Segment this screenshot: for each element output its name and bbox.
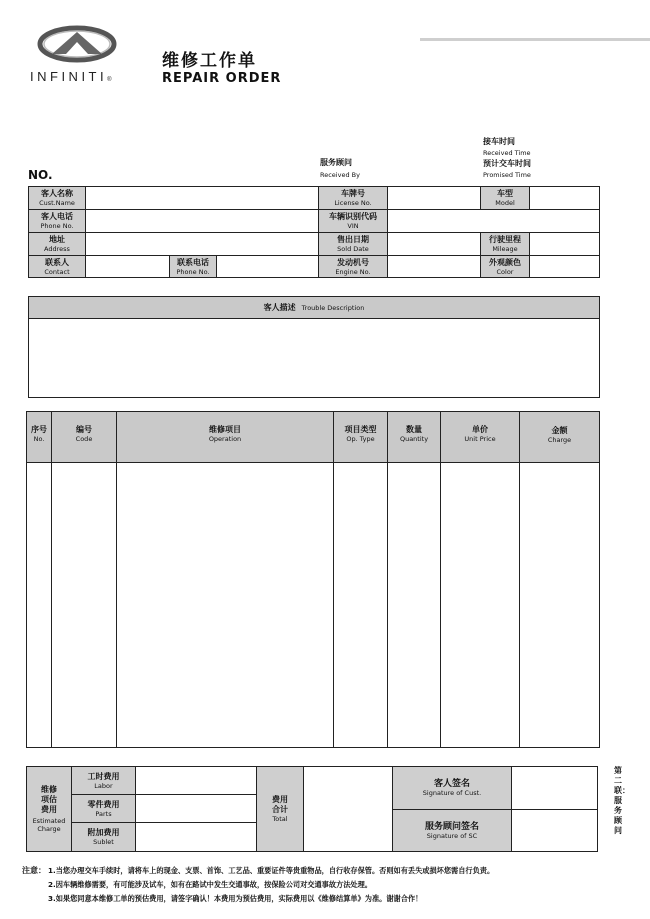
title-en: REPAIR ORDER — [162, 71, 282, 86]
engine-field[interactable] — [387, 256, 480, 277]
customer-info-table — [28, 186, 600, 278]
model-field[interactable] — [529, 187, 599, 209]
color-label: 外观颜色 Color — [480, 256, 530, 277]
col-header-no: 序号 No. — [31, 425, 47, 443]
cust-name-field[interactable] — [86, 187, 318, 209]
cust-name-label: 客人名称 Cust.Name — [29, 187, 86, 209]
trouble-description-field[interactable] — [29, 319, 599, 397]
trouble-description-header: 客人描述 Trouble Description — [29, 297, 599, 319]
sold-date-field[interactable] — [387, 233, 480, 255]
estimated-charge-label: 维修 项估 费用 Estimated Charge — [27, 767, 72, 851]
sc-signature-label: 服务顾问签名 Signature of SC — [393, 810, 512, 851]
note-item-3: 3.如果您同意本维修工单的预估费用，请签字确认！本费用为预估费用，实际费用以《维修结算单》为准。谢谢合作！ — [48, 894, 423, 903]
copy-designation: 第二联：服务顾问 — [614, 766, 630, 835]
cust-signature-label: 客人签名 Signature of Cust. — [393, 767, 512, 810]
col-header-quantity: 数量 Quantity — [399, 425, 429, 443]
trouble-description-box — [28, 296, 600, 398]
infiniti-logo — [30, 24, 130, 94]
phone-field[interactable] — [86, 210, 318, 232]
brand-name: INFINITI — [30, 69, 108, 84]
notes-prefix: 注意： — [22, 866, 46, 875]
col-header-unit-price: 单价 Unit Price — [464, 425, 496, 443]
operations-body[interactable] — [27, 463, 599, 747]
sublet-field[interactable] — [136, 823, 257, 851]
col-header-op-type: 项目类型 Op. Type — [344, 425, 377, 443]
vin-label: 车辆识别代码 VIN — [318, 210, 388, 232]
note-item-1: 1.当您办理交车手续时，请将车上的现金、支票、首饰、工艺品、重要证件等贵重物品，自行收存保管。否则如有丢失或损坏您需自行负责。 — [48, 866, 495, 875]
sublet-label: 附加费用 Sublet — [72, 823, 136, 851]
promised-time-en: Promised Time — [483, 171, 531, 179]
labor-field[interactable] — [136, 767, 257, 795]
license-field[interactable] — [387, 187, 480, 209]
parts-label: 零件费用 Parts — [72, 795, 136, 823]
no-label: NO. — [28, 168, 53, 182]
received-time-en: Received Time — [483, 149, 531, 157]
charges-box — [26, 766, 598, 852]
contact-phone-label: 联系电话 Phone No. — [169, 256, 217, 277]
parts-field[interactable] — [136, 795, 257, 823]
labor-label: 工时费用 Labor — [72, 767, 136, 795]
header-rule — [420, 38, 650, 41]
license-label: 车牌号 License No. — [318, 187, 388, 209]
received-time-zh: 接车时间 — [483, 137, 515, 146]
address-label: 地址 Address — [29, 233, 86, 255]
total-field[interactable] — [304, 767, 393, 851]
mileage-label: 行驶里程 Mileage — [480, 233, 530, 255]
sc-signature-field[interactable] — [512, 810, 597, 851]
col-header-operation: 维修项目 Operation — [208, 425, 242, 443]
operations-table — [26, 411, 600, 748]
contact-phone-field[interactable] — [216, 256, 318, 277]
mileage-field[interactable] — [529, 233, 599, 255]
cust-signature-field[interactable] — [512, 767, 597, 810]
received-by-zh: 服务顾问 — [320, 158, 352, 167]
note-item-2: 2.因车辆维修需要，有可能涉及试车，如有在路试中发生交通事故，按保险公司对交通事故方法处理。 — [48, 880, 372, 889]
sold-date-label: 售出日期 Sold Date — [318, 233, 388, 255]
total-label: 费用 合计 Total — [257, 767, 304, 851]
promised-time-zh: 预计交车时间 — [483, 159, 531, 168]
phone-label: 客人电话 Phone No. — [29, 210, 86, 232]
contact-label: 联系人 Contact — [29, 256, 86, 277]
col-header-code: 编号 Code — [75, 425, 93, 443]
engine-label: 发动机号 Engine No. — [318, 256, 388, 277]
model-label: 车型 Model — [480, 187, 530, 209]
address-field[interactable] — [86, 233, 318, 255]
vin-field[interactable] — [387, 210, 599, 232]
col-header-charge: 金额 Charge — [547, 426, 572, 444]
received-by-en: Received By — [320, 171, 360, 179]
registered-mark: ® — [107, 77, 112, 83]
color-field[interactable] — [529, 256, 599, 277]
contact-field[interactable] — [86, 256, 169, 277]
title-zh: 维修工作单 — [162, 51, 257, 71]
